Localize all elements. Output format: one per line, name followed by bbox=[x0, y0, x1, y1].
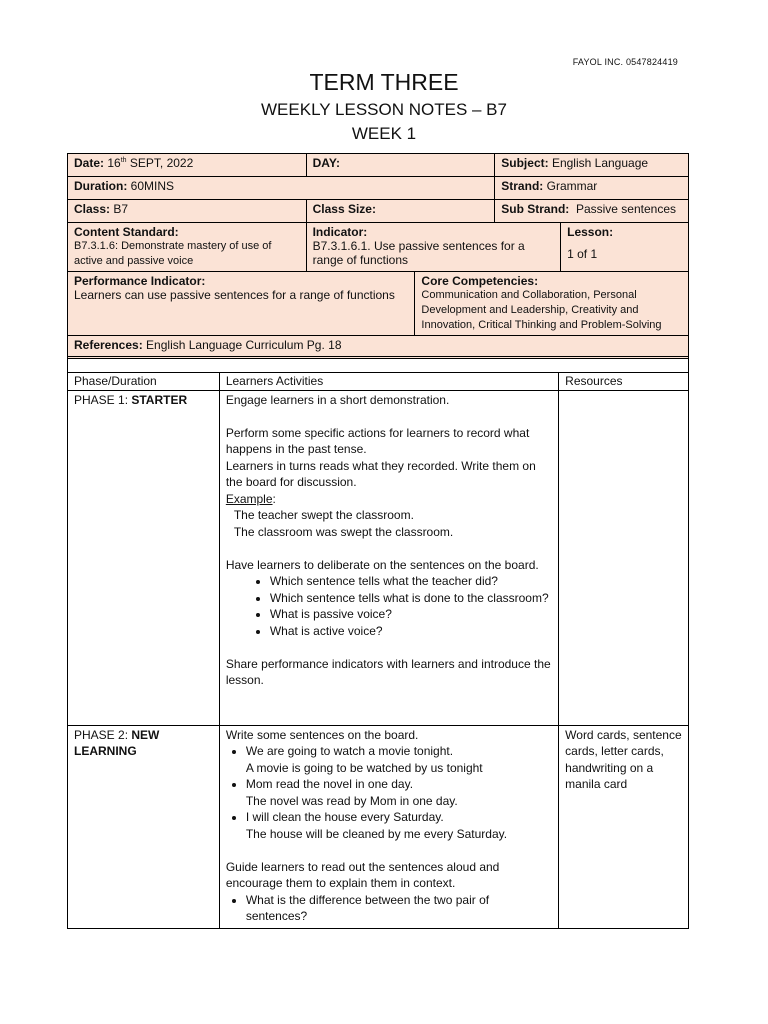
header-resources: Resources bbox=[559, 373, 689, 391]
core-value: Communication and Collaboration, Personal Development and Leadership, Creativity and Innovation, Critical Thinking and Problem-Solving bbox=[421, 289, 662, 331]
page-title: TERM THREE bbox=[309, 69, 459, 95]
class-cell bbox=[68, 200, 307, 223]
sub-strand-value: Passive sentences bbox=[575, 202, 676, 216]
phase2-guide: Guide learners to read out the sentences aloud and encourage them to explain them in context. bbox=[225, 859, 500, 890]
phase1-line: Engage learners in a short demonstration. bbox=[225, 392, 450, 407]
page-subtitle: WEEKLY LESSON NOTES – B7 bbox=[261, 100, 507, 119]
class-label: Class: bbox=[74, 202, 111, 216]
list-item: • I will clean the house every Saturday. The house will be cleaned by me every Saturday. bbox=[246, 809, 552, 842]
class-size-label: Class Size: bbox=[312, 202, 376, 216]
phase1-closing: Share performance indicators with learners and introduce the lesson. bbox=[225, 656, 551, 687]
performance-value: Learners can use passive sentences for a range of functions bbox=[74, 288, 395, 302]
strand-value: Grammar bbox=[546, 179, 598, 193]
header-phase: Phase/Duration bbox=[68, 373, 220, 391]
content-standard-label: Content Standard: bbox=[74, 225, 179, 239]
example-active: The teacher swept the classroom. bbox=[233, 508, 414, 522]
day-cell bbox=[306, 154, 495, 177]
week-label: WEEK 1 bbox=[351, 124, 417, 143]
performance-indicator-cell bbox=[68, 272, 415, 336]
content-standard-value: B7.3.1.6: Demonstrate mastery of use of active and passive voice bbox=[74, 240, 272, 267]
indicator-cell bbox=[306, 223, 561, 272]
subject-cell bbox=[495, 154, 689, 177]
phase1-line: Perform some specific actions for learners to record what happens in the past tense. bbox=[225, 425, 530, 456]
phase1-resources bbox=[559, 390, 689, 725]
example-passive: The classroom was swept the classroom. bbox=[233, 524, 454, 539]
core-competencies-cell bbox=[415, 272, 689, 336]
duration-cell bbox=[68, 177, 495, 200]
phase2-label: PHASE 2: NEW LEARNING bbox=[68, 725, 220, 928]
list-item: • What is passive voice? bbox=[270, 606, 552, 623]
subject-value: English Language bbox=[551, 156, 649, 170]
list-item: • Which sentence tells what is done to the classroom? bbox=[270, 590, 552, 607]
phase1-label: PHASE 1: STARTER bbox=[68, 390, 220, 725]
content-standard-cell bbox=[68, 223, 307, 272]
day-label: DAY: bbox=[312, 156, 340, 170]
lesson-cell bbox=[561, 223, 689, 272]
phase2-activities bbox=[219, 725, 558, 928]
references-value: English Language Curriculum Pg. 18 bbox=[146, 338, 342, 352]
core-label: Core Competencies: bbox=[421, 274, 539, 288]
spacer-row bbox=[68, 357, 689, 373]
phase2-intro: Write some sentences on the board. bbox=[225, 727, 419, 742]
class-value: B7 bbox=[113, 202, 129, 216]
sub-strand-cell bbox=[495, 200, 689, 223]
example-label: Example: bbox=[225, 491, 276, 506]
indicator-value: B7.3.1.6.1. Use passive sentences for a range of functions bbox=[312, 239, 525, 267]
strand-cell bbox=[495, 177, 689, 200]
list-item: • Mom read the novel in one day. The novel was read by Mom in one day. bbox=[246, 776, 552, 809]
list-item: • What is the difference between the two pair of sentences? bbox=[246, 892, 552, 925]
class-size-cell bbox=[306, 200, 495, 223]
phase1-line: Have learners to deliberate on the sentences on the board. bbox=[225, 557, 539, 572]
phase2-resources: Word cards, sentence cards, letter cards, handwriting on a manila card bbox=[559, 725, 689, 928]
duration-label: Duration: bbox=[74, 179, 128, 193]
phase1-line: Learners in turns reads what they recorded. Write them on the board for discussion. bbox=[225, 458, 536, 489]
header-note: FAYOL INC. 0547824419 bbox=[572, 57, 678, 67]
subject-label: Subject: bbox=[501, 156, 549, 170]
strand-label: Strand: bbox=[501, 179, 544, 193]
date-value: 16th SEPT, 2022 bbox=[107, 156, 194, 170]
sub-strand-label: Sub Strand: bbox=[501, 202, 570, 216]
list-item: • What is active voice? bbox=[270, 623, 552, 640]
references-label: References: bbox=[74, 338, 143, 352]
lesson-label: Lesson: bbox=[567, 225, 614, 239]
lesson-info-table bbox=[67, 153, 689, 359]
phase1-activities bbox=[219, 390, 558, 725]
date-cell bbox=[68, 154, 307, 177]
lesson-plan-table bbox=[67, 356, 689, 929]
list-item: • We are going to watch a movie tonight. A movie is going to be watched by us tonight bbox=[246, 743, 552, 776]
duration-value: 60MINS bbox=[130, 179, 175, 193]
performance-label: Performance Indicator: bbox=[74, 274, 206, 288]
indicator-label: Indicator: bbox=[312, 225, 368, 239]
date-label: Date: bbox=[74, 156, 105, 170]
phase1-questions bbox=[226, 573, 552, 639]
header-activities: Learners Activities bbox=[219, 373, 558, 391]
list-item: • Which sentence tells what the teacher did? bbox=[270, 573, 552, 590]
phase2-sentences bbox=[226, 743, 552, 842]
phase2-questions bbox=[226, 892, 552, 925]
title-block bbox=[0, 68, 768, 146]
lesson-value: 1 of 1 bbox=[567, 247, 598, 261]
